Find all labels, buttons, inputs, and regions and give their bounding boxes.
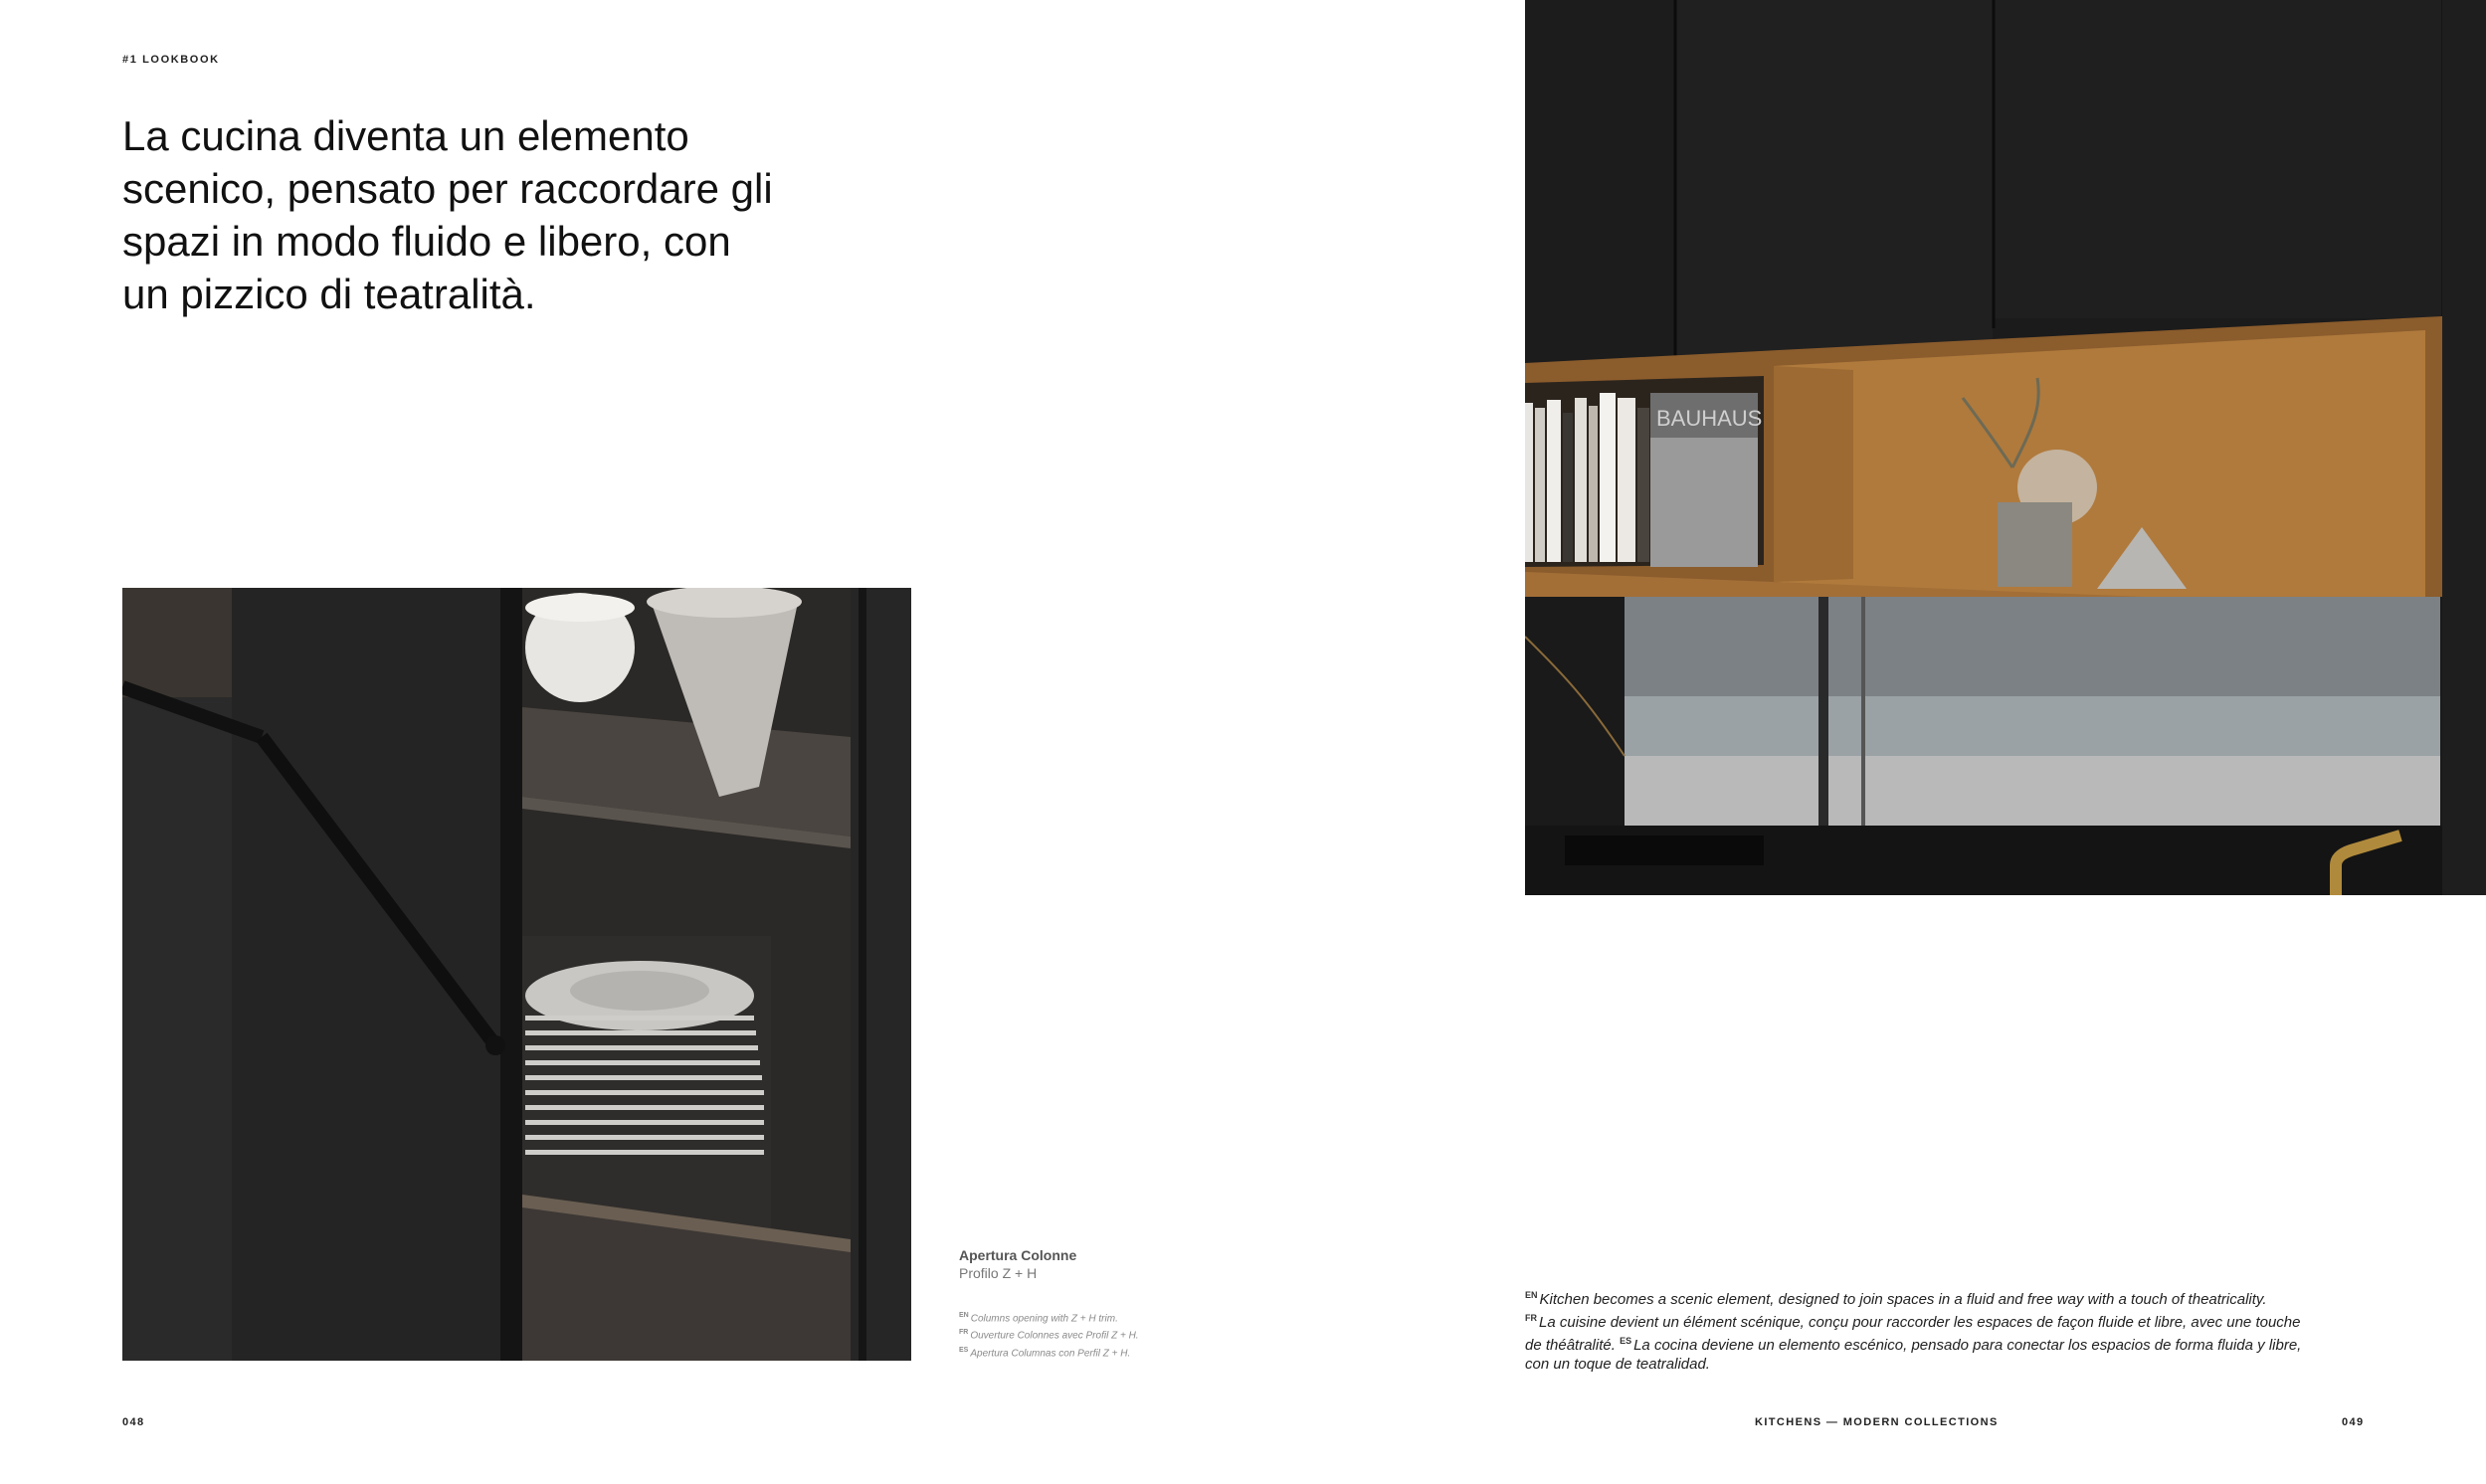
lang-tag: ES <box>1620 1336 1632 1346</box>
caption-title: Apertura Colonne <box>959 1247 1077 1263</box>
headline <box>122 109 839 320</box>
kitchen-shelf-photo <box>1525 0 2486 895</box>
body-translation-es: La cocina deviene un elemento escénico, pensado para conectar los espacios de forma fluida y libre, con un toque de teatralidad. <box>1525 1337 2302 1373</box>
lang-tag: EN <box>959 1312 969 1319</box>
lang-tag: FR <box>959 1329 969 1337</box>
caption-subtitle: Profilo Z + H <box>959 1265 1038 1281</box>
body-translations <box>1525 1286 2321 1374</box>
lang-tag: FR <box>1525 1313 1537 1323</box>
book-title: BAUHAUS <box>1656 406 1763 431</box>
caption-translations <box>959 1309 1148 1361</box>
section-label: #1 LOOKBOOK <box>122 54 220 66</box>
lang-tag: ES <box>959 1346 969 1354</box>
body-translation-fr: La cuisine devient un élément scénique, conçu pour raccorder les espaces de façon fluide et libre, avec une touche de théâtralité. <box>1525 1314 2301 1354</box>
footer-title: KITCHENS — MODERN COLLECTIONS <box>1755 1416 1999 1428</box>
page-number-left: 048 <box>122 1416 145 1428</box>
headline-line: spazi in modo fluido e libero, con <box>122 218 731 265</box>
caption-translation-fr: Ouverture Colonnes avec Profil Z + H. <box>970 1330 1139 1342</box>
lang-tag: EN <box>1525 1290 1538 1300</box>
body-translation-en: Kitchen becomes a scenic element, designed to join spaces in a fluid and free way with a touch of theatricality. <box>1539 1291 2267 1308</box>
cabinet-column-photo <box>122 588 911 1361</box>
headline-line: un pizzico di teatralità. <box>122 271 536 317</box>
headline-line: La cucina diventa un elemento <box>122 112 689 159</box>
caption-translation-en: Columns opening with Z + H trim. <box>970 1313 1118 1325</box>
caption-translation-es: Apertura Columnas con Perfil Z + H. <box>970 1347 1131 1359</box>
headline-line: scenico, pensato per raccordare gli <box>122 165 773 212</box>
page-number-right: 049 <box>2342 1416 2365 1428</box>
